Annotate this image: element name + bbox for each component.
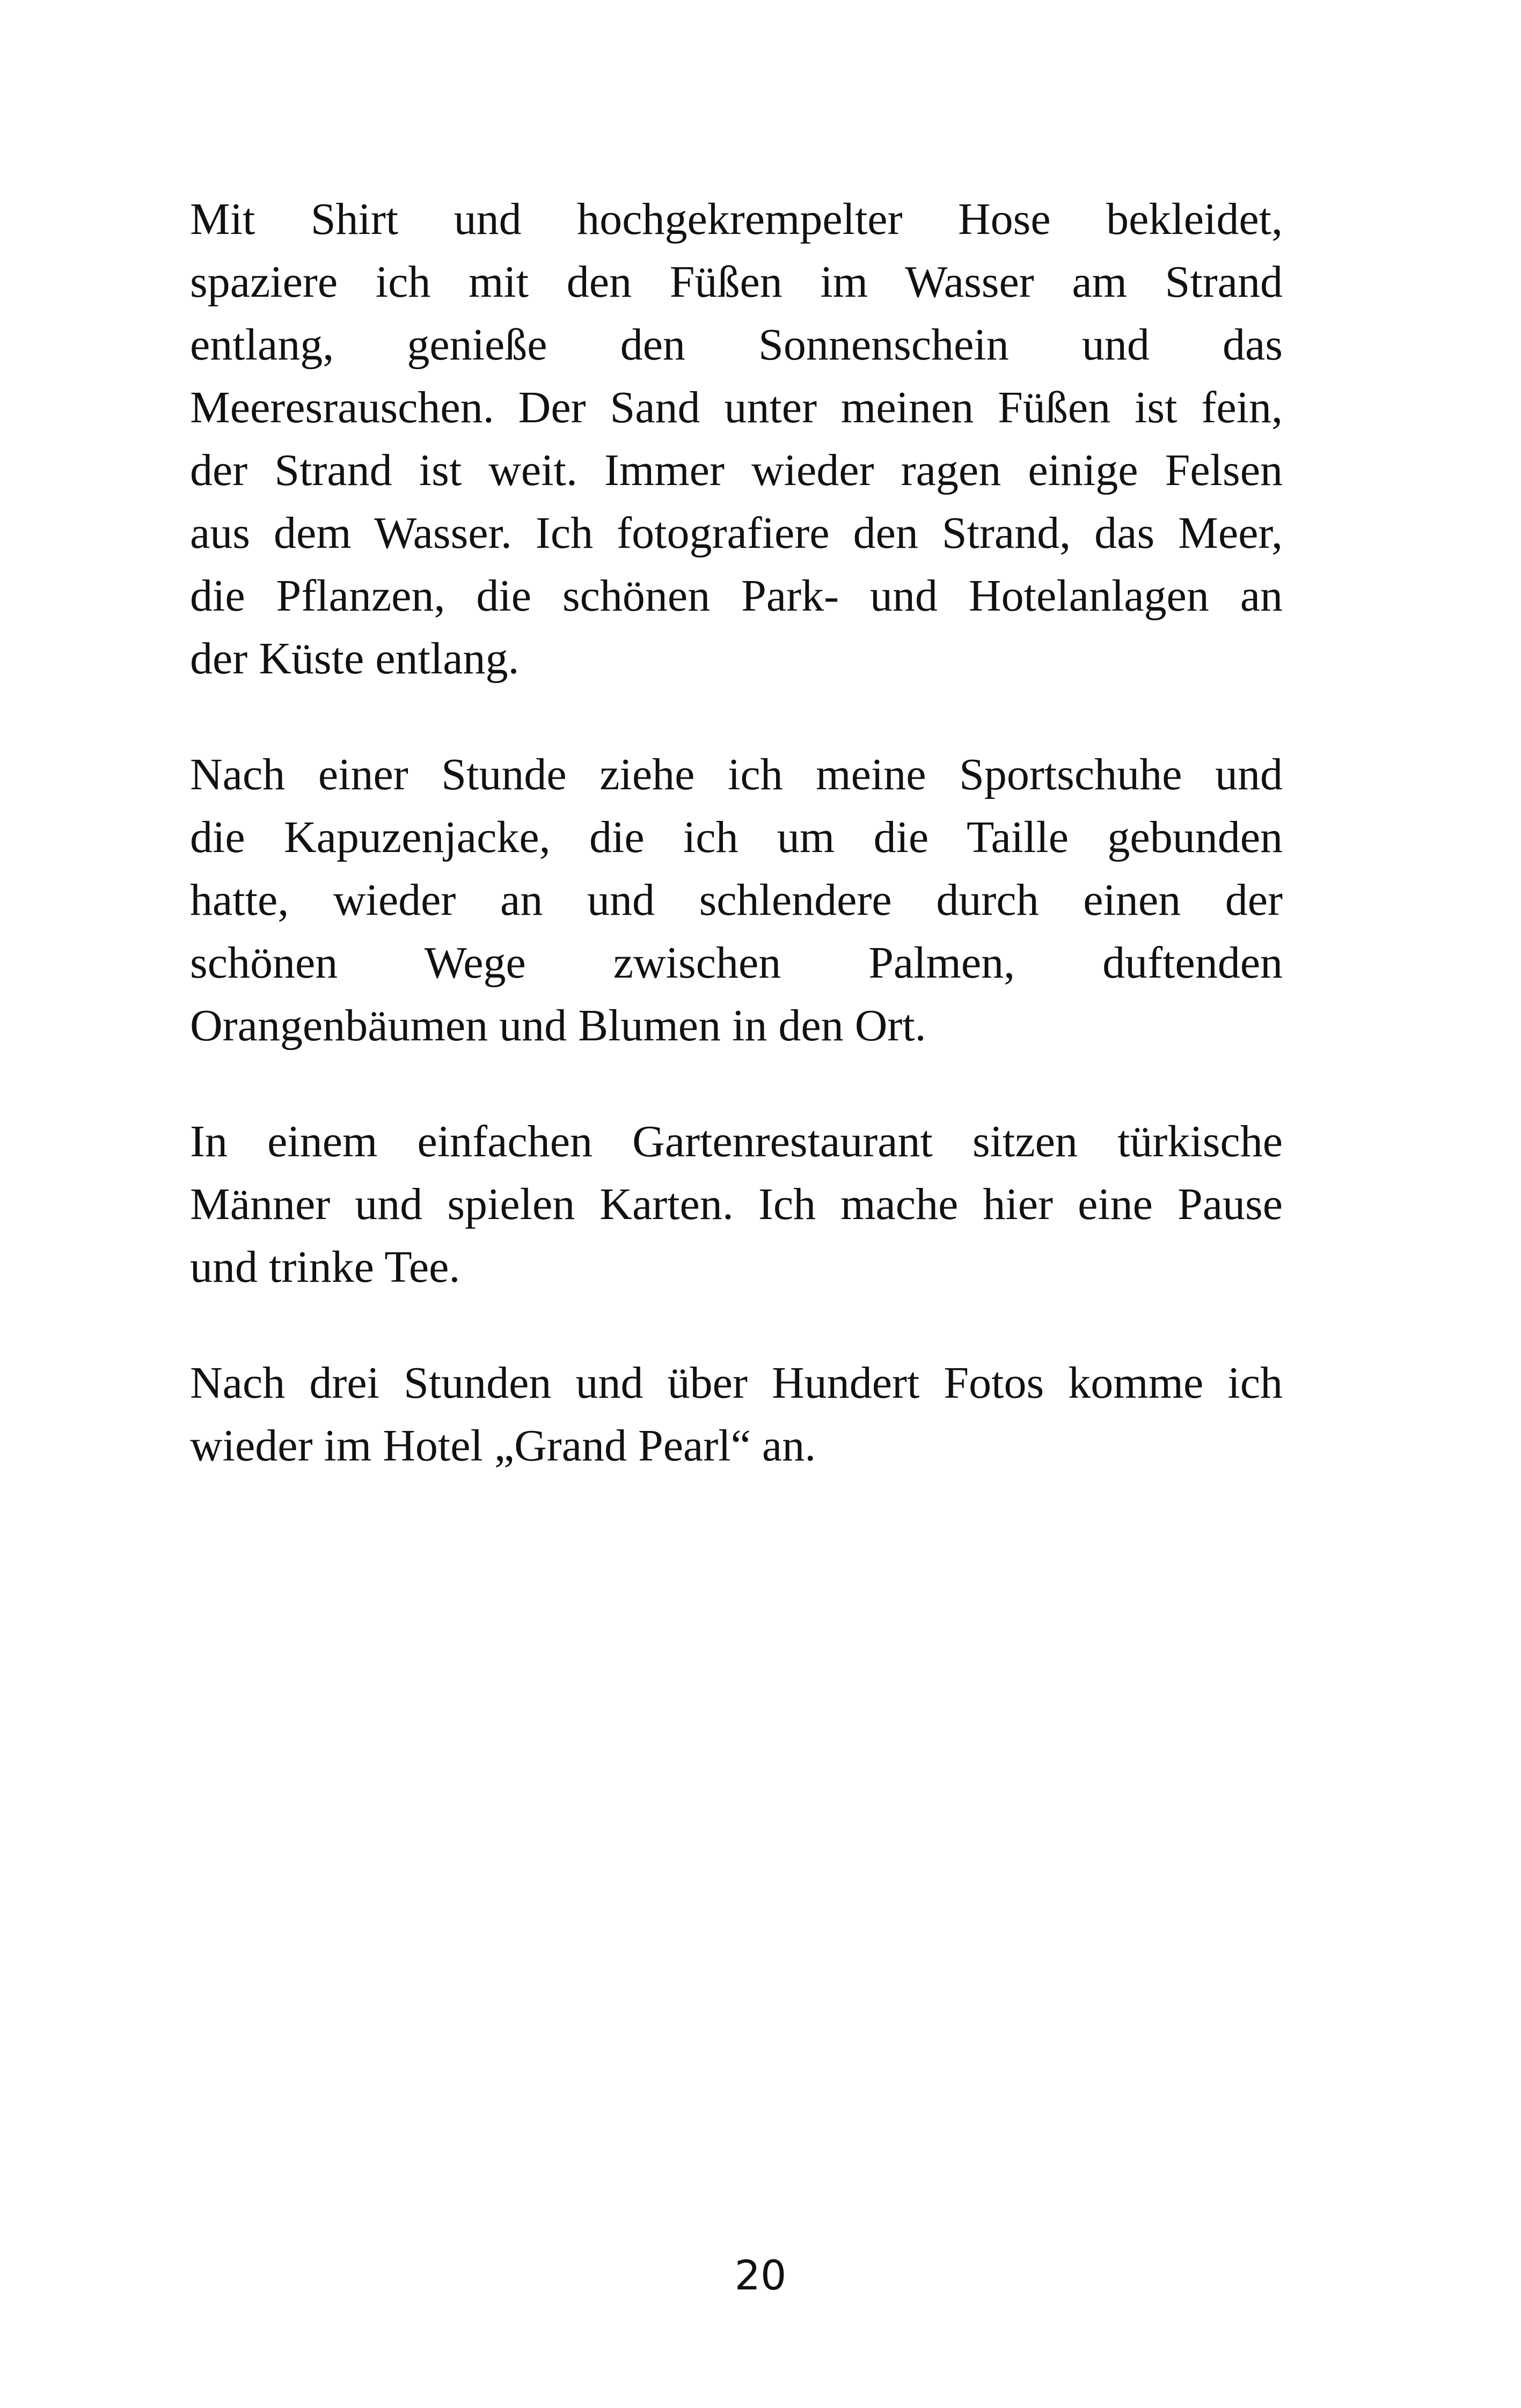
text-line: spaziere ich mit den Füßen im Wasser am Strand <box>190 257 1283 307</box>
paragraph-3 <box>190 1110 1283 1298</box>
text-line: Mit Shirt und hochgekrempelter Hose bekleidet, <box>190 194 1283 244</box>
text-line: Orangenbäumen und Blumen in den Ort. <box>190 1001 926 1051</box>
text-line: Nach einer Stunde ziehe ich meine Sportschuhe und <box>190 750 1283 799</box>
page-number: 20 <box>734 2251 787 2299</box>
text-line: entlang, genieße den Sonnenschein und das <box>190 320 1283 370</box>
text-line: aus dem Wasser. Ich fotografiere den Strand, das Meer, <box>190 508 1283 558</box>
text-line: Männer und spielen Karten. Ich mache hier eine Pause <box>190 1179 1283 1229</box>
paragraph-4 <box>190 1352 1283 1477</box>
text-line: Nach drei Stunden und über Hundert Fotos komme ich <box>190 1358 1283 1408</box>
text-line: In einem einfachen Gartenrestaurant sitzen türkische <box>190 1117 1283 1166</box>
text-line: und trinke Tee. <box>190 1242 460 1292</box>
text-line: schönen Wege zwischen Palmen, duftenden <box>190 938 1283 988</box>
text-line: hatte, wieder an und schlendere durch einen der <box>190 875 1283 925</box>
text-line: wieder im Hotel „Grand Pearl“ an. <box>190 1421 816 1471</box>
text-line: der Strand ist weit. Immer wieder ragen einige Felsen <box>190 445 1283 495</box>
body-text <box>190 188 1283 1477</box>
paragraph-2 <box>190 743 1283 1057</box>
text-line: Meeresrauschen. Der Sand unter meinen Füßen ist fein, <box>190 383 1283 432</box>
paragraph-1 <box>190 188 1283 690</box>
text-line: die Pflanzen, die schönen Park- und Hotelanlagen an <box>190 571 1283 621</box>
text-line: die Kapuzenjacke, die ich um die Taille gebunden <box>190 812 1283 862</box>
text-line: der Küste entlang. <box>190 634 520 684</box>
